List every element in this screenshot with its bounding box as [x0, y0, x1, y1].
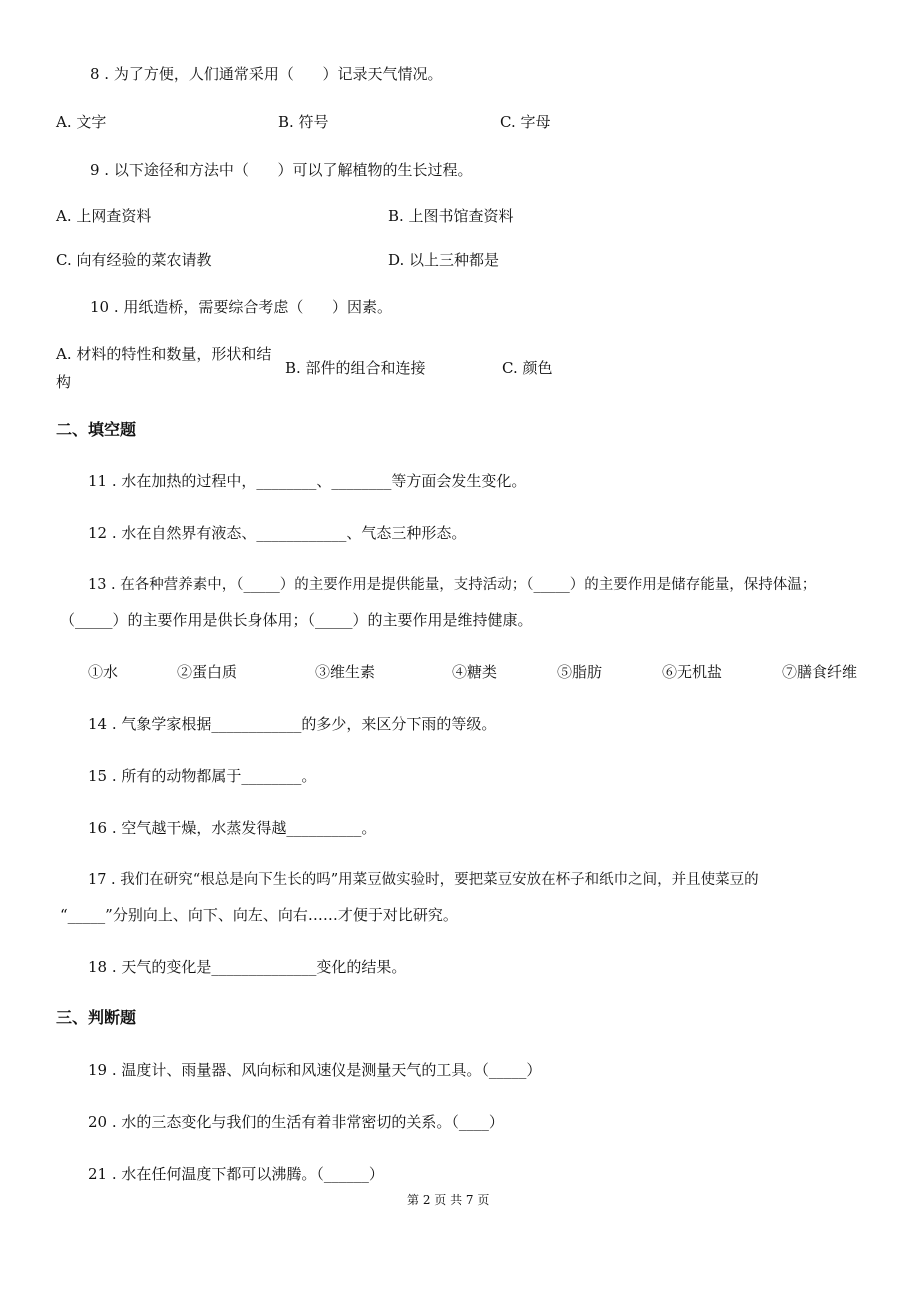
q13-option-2: ②蛋白质	[177, 663, 238, 681]
question-10-option-a-line1: A. 材料的特性和数量，形状和结	[56, 345, 272, 363]
question-15: 15 . 所有的动物都属于________。	[88, 767, 317, 785]
section-2-heading: 二、填空题	[56, 420, 137, 439]
question-19: 19 . 温度计、雨量器、风向标和风速仪是测量天气的工具。（_____）	[88, 1061, 542, 1079]
question-8-option-b: B. 符号	[278, 113, 329, 131]
question-20: 20 . 水的三态变化与我们的生活有着非常密切的关系。（____）	[88, 1113, 504, 1131]
question-10-option-c: C. 颜色	[502, 359, 553, 377]
question-9-option-c: C. 向有经验的菜农请教	[56, 251, 212, 269]
q13-option-3: ③维生素	[315, 663, 376, 681]
section-3-heading: 三、判断题	[56, 1008, 137, 1027]
question-16: 16 . 空气越干燥，水蒸发得越__________。	[88, 819, 377, 837]
question-9-option-b: B. 上图书馆查资料	[388, 207, 514, 225]
question-14: 14 . 气象学家根据____________的多少，来区分下雨的等级。	[88, 715, 497, 733]
q13-option-1: ①水	[88, 663, 119, 681]
question-18: 18 . 天气的变化是______________变化的结果。	[88, 958, 407, 976]
question-21: 21 . 水在任何温度下都可以沸腾。（______）	[88, 1165, 384, 1183]
question-8-option-a: A. 文字	[56, 113, 107, 131]
question-17-line1: 17 . 我们在研究“根总是向下生长的吗”用菜豆做实验时，要把菜豆安放在杯子和纸巾之间，并且使菜豆的	[88, 872, 759, 888]
question-10-stem: 10 . 用纸造桥，需要综合考虑（ ）因素。	[90, 298, 393, 316]
question-12: 12 . 水在自然界有液态、____________、气态三种形态。	[88, 524, 467, 542]
q13-option-6: ⑥无机盐	[662, 663, 723, 681]
q13-option-4: ④糖类	[452, 663, 498, 681]
question-8-option-c: C. 字母	[500, 113, 551, 131]
question-10-option-b: B. 部件的组合和连接	[285, 359, 426, 377]
question-9-option-d: D. 以上三种都是	[388, 251, 500, 269]
question-11: 11 . 水在加热的过程中，________、________等方面会发生变化。	[88, 472, 527, 490]
q13-option-7: ⑦膳食纤维	[782, 663, 858, 681]
question-10-option-a-line2: 构	[56, 373, 72, 391]
question-9-stem: 9 . 以下途径和方法中（ ）可以了解植物的生长过程。	[90, 161, 473, 179]
question-13-line2: （_____）的主要作用是供长身体用；（_____）的主要作用是维持健康。	[60, 611, 533, 629]
q13-option-5: ⑤脂肪	[557, 663, 603, 681]
page-footer: 第 2 页 共 7 页	[407, 1193, 490, 1207]
question-13-line1: 13 . 在各种营养素中，（_____）的主要作用是提供能量，支持活动；（_____）的主要作用是储存能量，保持体温；	[88, 577, 817, 593]
question-8-stem: 8 . 为了方便，人们通常采用（ ）记录天气情况。	[90, 65, 443, 83]
question-17-line2: “_____”分别向上、向下、向左、向右……才便于对比研究。	[60, 906, 458, 924]
question-9-option-a: A. 上网查资料	[56, 207, 152, 225]
